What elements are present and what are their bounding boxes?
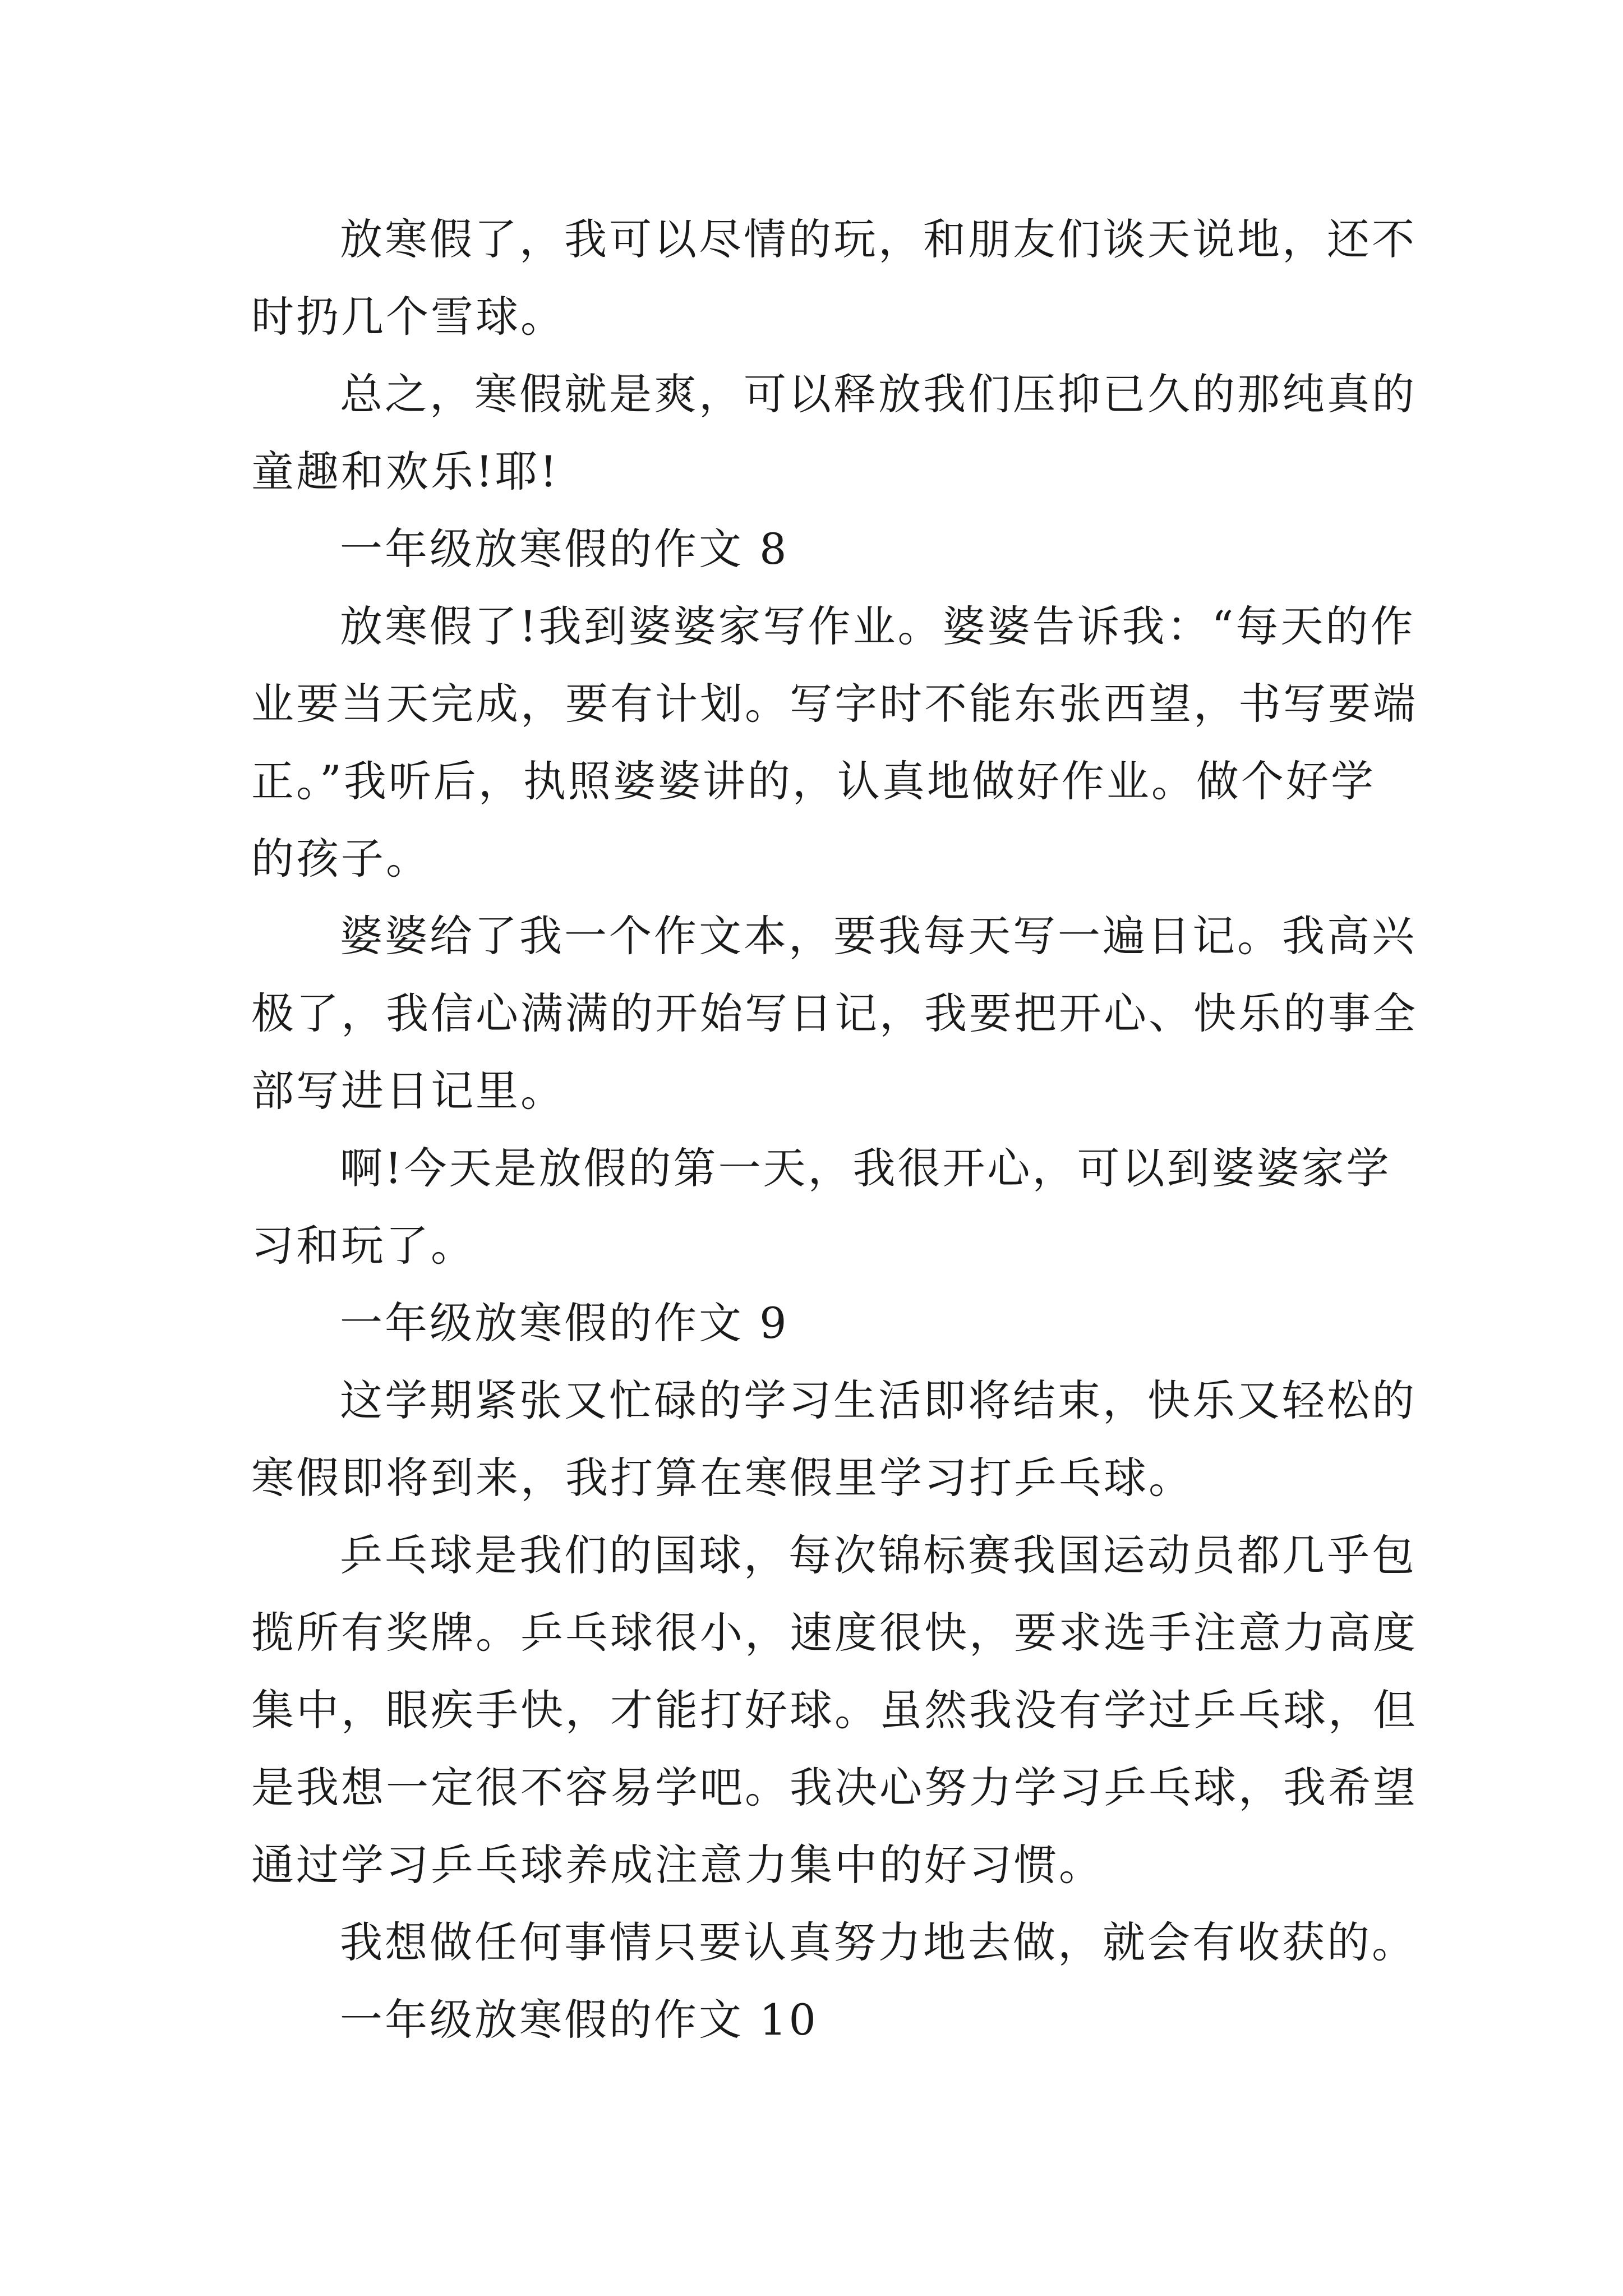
paragraph-line: 乒乓球是我们的国球，每次锦标赛我国运动员都几乎包 (340, 1530, 1417, 1580)
paragraph-line: 时扔几个雪球。 (251, 292, 565, 342)
paragraph-line: 放寒假了，我可以尽情的玩，和朋友们谈天说地，还不 (340, 214, 1417, 264)
paragraph-line: 业要当天完成，要有计划。写字时不能东张西望，书写要端 (251, 679, 1418, 729)
paragraph-line: 极了，我信心满满的开始写日记，我要把开心、快乐的事全 (251, 988, 1418, 1038)
paragraph-line: 集中，眼疾手快，才能打好球。虽然我没有学过乒乓球，但 (251, 1685, 1418, 1735)
paragraph-line: 童趣和欢乐!耶! (251, 447, 560, 496)
paragraph-line: 我想做任何事情只要认真努力地去做，就会有收获的。 (340, 1917, 1417, 1967)
paragraph-line: 总之，寒假就是爽，可以释放我们压抑已久的那纯真的 (340, 369, 1417, 419)
paragraph-line: 习和玩了。 (251, 1221, 476, 1271)
paragraph-line: 的孩子。 (251, 834, 431, 884)
section-heading: 一年级放寒假的作文 9 (340, 1298, 789, 1348)
paragraph-line: 正。”我听后，执照婆婆讲的，认真地做好作业。做个好学 (251, 756, 1376, 806)
section-heading: 一年级放寒假的作文 8 (340, 524, 789, 574)
paragraph-line: 揽所有奖牌。乒乓球很小，速度很快，要求选手注意力高度 (251, 1608, 1418, 1658)
section-heading: 一年级放寒假的作文 10 (340, 1995, 818, 2045)
document-body (251, 201, 1418, 2059)
paragraph-line: 寒假即将到来，我打算在寒假里学习打乒乓球。 (251, 1453, 1193, 1503)
paragraph-line: 是我想一定很不容易学吧。我决心努力学习乒乓球，我希望 (251, 1763, 1418, 1812)
paragraph-line: 部写进日记里。 (251, 1066, 565, 1116)
paragraph-line: 通过学习乒乓球养成注意力集中的好习惯。 (251, 1840, 1104, 1890)
paragraph-line: 婆婆给了我一个作文本，要我每天写一遍日记。我高兴 (340, 911, 1417, 961)
paragraph-line: 啊!今天是放假的第一天，我很开心，可以到婆婆家学 (340, 1143, 1391, 1193)
paragraph-line: 这学期紧张又忙碌的学习生活即将结束，快乐又轻松的 (340, 1375, 1417, 1425)
paragraph-line: 放寒假了!我到婆婆家写作业。婆婆告诉我：“每天的作 (340, 601, 1415, 651)
